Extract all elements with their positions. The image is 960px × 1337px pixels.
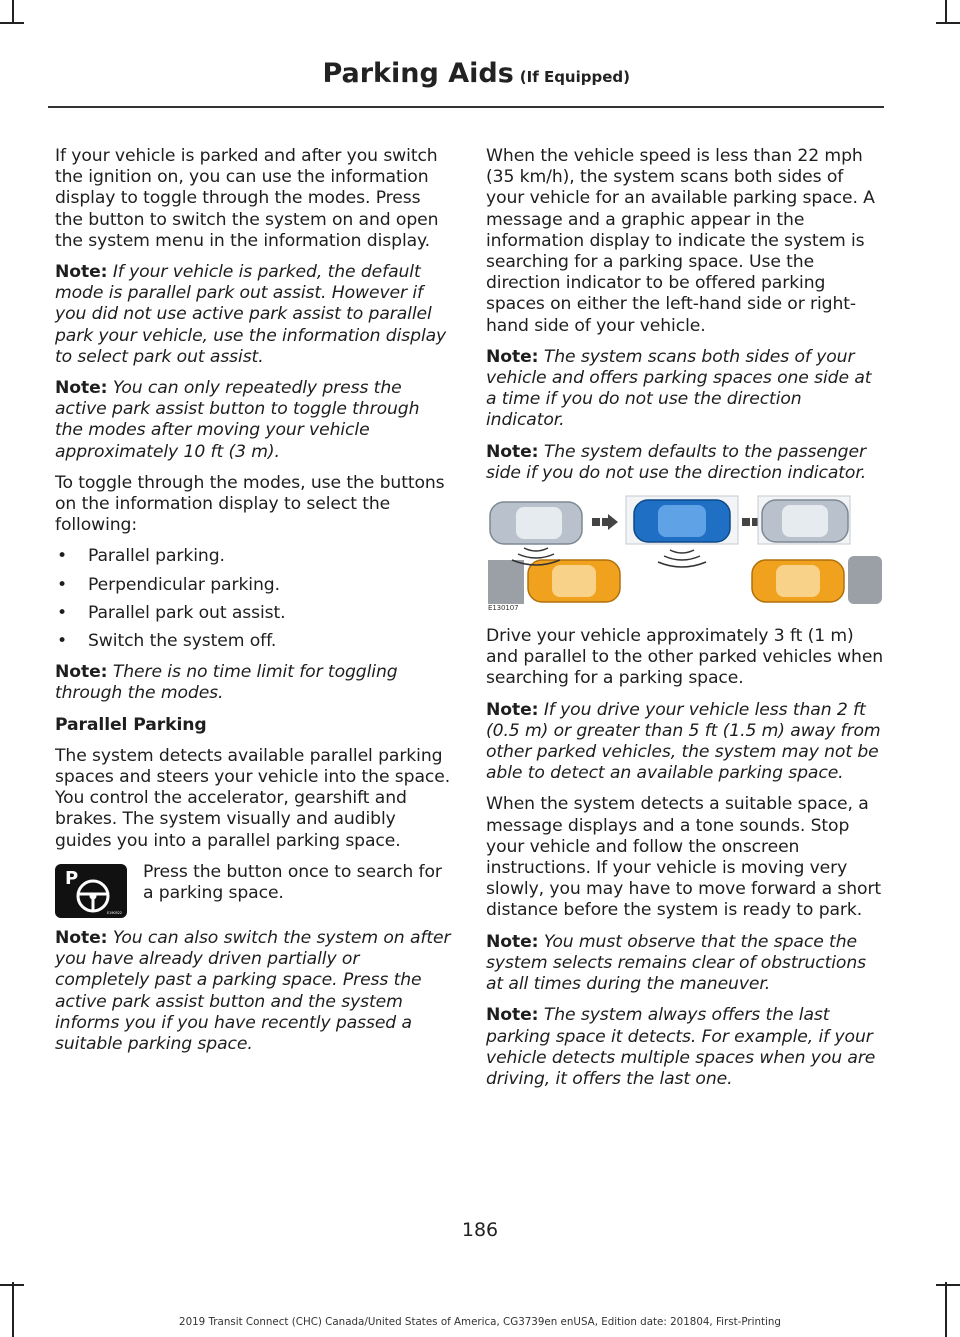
note-text: You can only repeatedly press the active park assist button to toggle through the modes after moving your vehicle approximately 10 ft (3 m). [55,378,420,462]
paragraph: Press the button once to search for a parking space. [143,861,442,904]
list-item-text: Perpendicular parking. [88,574,280,595]
crop-mark [12,1282,14,1337]
page-number: 186 [461,1219,499,1241]
bullet: • [57,602,68,623]
paragraph: If your vehicle is parked and after you switch the ignition on, you can use the information display to toggle through the modes. Press the button to switch the system on and open the system menu in the information display. [55,146,439,251]
note [486,932,884,996]
right-column [486,146,884,1100]
parking-scan-diagram [486,494,882,612]
note [486,700,884,785]
bullet: • [57,631,68,652]
left-column [55,146,451,1065]
note [486,347,884,432]
page-footer: 2019 Transit Connect (CHC) Canada/United States of America, CG3739en enUSA, Edition date: 201804, First-Printing [179,1316,781,1328]
list-item-text: Parallel parking. [88,546,225,567]
figure-code: E130107 [488,604,519,613]
note-label: Note: [55,378,108,399]
paragraph: Drive your vehicle approximately 3 ft (1 m) and parallel to the other parked vehicles when searching for a parking space. [486,626,884,689]
paragraph: The system detects available parallel parking spaces and steers your vehicle into the space. You control the accelerator, gearshift and brakes. The system visually and audibly guides you into a parallel parking space. [55,745,451,851]
note [55,662,451,704]
note-text: If your vehicle is parked, the default mode is parallel park out assist. However if you did not use active park assist to parallel park your vehicle, use the information display to select park out assist. [55,262,447,367]
crop-mark [0,1284,24,1286]
silver-car-icon [758,496,850,544]
parked-vehicle-block [488,560,524,604]
paragraph: When the vehicle speed is less than 22 mph (35 km/h), the system scans both sides of your vehicle for an available parking space. A message and a graphic appear in the information display to indicate the system is searching for a parking space. Use the direction indicator to be offered parking spaces on either the left-hand side or right-hand side of your vehicle. [486,146,875,336]
list-item [55,603,451,624]
note-text: You can also switch the system on after you have already driven partially or completely past a parking space. Press the active park assist button and the system informs you if you have recently passed a suitable parking space. [55,927,451,1054]
park-assist-button-icon [55,864,127,918]
list-item [55,575,451,596]
header-divider [48,106,884,108]
icon-code: E190522 [107,910,122,915]
note-label: Note: [486,346,539,367]
orange-car-icon [528,560,620,602]
arrow-right-icon [592,514,618,530]
section-heading: Parallel Parking [55,714,207,735]
note-label: Note: [486,441,539,462]
silver-car-icon [490,502,582,544]
header-subtitle: (If Equipped) [519,68,630,86]
note-text: The system always offers the last parking space it detects. For example, if your vehicle detects multiple spaces when you are driving, it offers the last one. [486,1005,876,1089]
crop-mark [12,0,14,24]
note-label: Note: [486,699,539,720]
note-label: Note: [55,262,108,283]
bullet: • [57,574,68,595]
orange-car-icon [752,560,844,602]
note-text: The system scans both sides of your vehicle and offers parking spaces one side at a time if you do not use the direction indicator. [486,346,872,431]
blue-car-icon [626,496,738,544]
note [55,928,451,1055]
note-text: You must observe that the space the system selects remains clear of obstructions at all times during the maneuver. [486,931,866,995]
note [486,442,884,484]
svg-text:P: P [65,867,79,889]
paragraph: When the system detects a suitable space, a message displays and a tone sounds. Stop your vehicle and follow the onscreen instructions. If your vehicle is moving very slowly, you may have to move forward a short distance before the system is ready to park. [486,794,882,921]
list-item-text: Switch the system off. [88,631,277,652]
page-header [322,58,630,89]
note-label: Note: [486,931,539,952]
note-text: The system defaults to the passenger side if you do not use the direction indicator. [486,441,867,483]
sensor-wave-icon [658,550,706,567]
note-label: Note: [55,662,108,683]
note-label: Note: [55,927,108,948]
bullet: • [57,546,68,567]
crop-mark [945,0,947,24]
list-item [55,631,451,652]
crop-mark [936,22,960,24]
press-instruction [55,862,451,918]
note [55,378,451,463]
note-text: There is no time limit for toggling through the modes. [55,662,398,704]
note-label: Note: [486,1005,539,1026]
note-text: If you drive your vehicle less than 2 ft (0.5 m) or greater than 5 ft (1.5 m) away from other parked vehicles, the system may not be able to detect an available parking space. [486,699,881,784]
note [486,1005,884,1090]
crop-mark [936,1284,960,1286]
crop-mark [945,1282,947,1337]
paragraph: To toggle through the modes, use the buttons on the information display to select the following: [55,472,445,536]
header-title: Parking Aids [322,58,514,89]
list-item [55,546,451,567]
parked-vehicle-block [848,556,882,604]
mode-list [55,546,451,652]
crop-mark [0,22,24,24]
list-item-text: Parallel park out assist. [88,602,286,623]
note [55,262,451,368]
